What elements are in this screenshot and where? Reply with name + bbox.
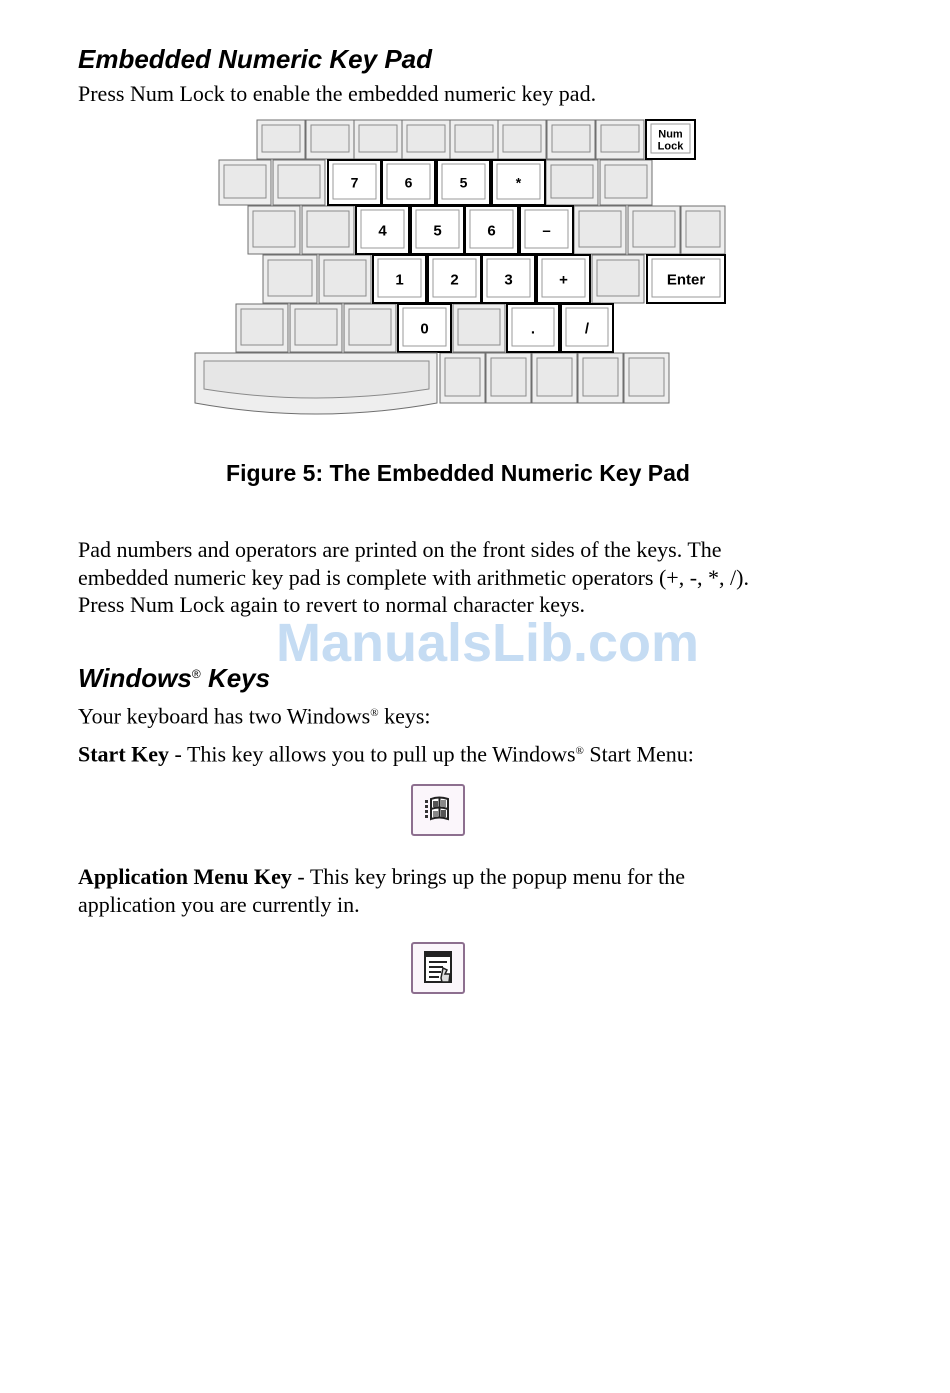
text: - This key brings up the popup menu for the: [291, 864, 685, 889]
key-label: 6: [487, 222, 496, 240]
keyboard-key: [236, 304, 288, 352]
keyboard-key: [498, 120, 546, 159]
registered-mark: ®: [191, 667, 201, 682]
key-label: Lock: [657, 140, 684, 153]
section-heading-windows-keys: [78, 663, 270, 694]
text: Start Menu:: [583, 741, 694, 767]
app-key-label: Application Menu Key: [78, 864, 292, 889]
keypad-key: [411, 206, 464, 254]
keyboard-key: [344, 304, 396, 352]
heading-text: Windows: [78, 663, 192, 693]
keypad-key: [437, 160, 490, 205]
text: - This key allows you to pull up the Windows: [169, 741, 576, 767]
keypad-key: [356, 206, 409, 254]
heading-text: Keys: [200, 663, 271, 693]
registered-mark: ®: [370, 707, 379, 719]
key-label: 5: [459, 174, 468, 191]
keyboard-key: [450, 120, 498, 159]
key-label: .: [530, 320, 536, 338]
keypad-key: [398, 304, 451, 352]
keyboard-key: [273, 160, 325, 205]
keypad-key: [465, 206, 518, 254]
keyboard-key: [546, 160, 598, 205]
paragraph-line: embedded numeric key pad is complete with arithmetic operators (+, -, *, /).: [78, 565, 749, 590]
keyboard-key: [592, 255, 644, 303]
keypad-key: [520, 206, 573, 254]
key-label: *: [515, 174, 522, 191]
keyboard-key: [624, 353, 669, 403]
key-label: Num: [658, 128, 683, 141]
key-label: –: [542, 222, 551, 240]
keyboard-key: [578, 353, 623, 403]
key-label: +: [559, 271, 568, 289]
keypad-key: [537, 255, 590, 303]
key-label: 3: [504, 271, 513, 289]
keyboard-key: [486, 353, 531, 403]
keyboard-key: [319, 255, 371, 303]
keyboard-key: [248, 206, 300, 254]
intro-windows-keys: [78, 698, 431, 730]
text: Your keyboard has two Windows: [78, 703, 371, 729]
app-key-description-line2: application you are currently in.: [78, 892, 360, 917]
section-heading-numeric-keypad: Embedded Numeric Key Pad: [78, 44, 432, 74]
keypad-key: [482, 255, 535, 303]
keypad-key: [382, 160, 435, 205]
keypad-key: [507, 304, 559, 352]
keyboard-key: [290, 304, 342, 352]
app-key-description: [78, 863, 685, 891]
intro-numeric-keypad: Press Num Lock to enable the embedded numeric key pad.: [78, 81, 597, 106]
keypad-key: [561, 304, 613, 352]
keypad-key: [492, 160, 545, 205]
keyboard-key: [440, 353, 485, 403]
keyboard-key: [402, 120, 450, 159]
paragraph-line: Pad numbers and operators are printed on the front sides of the keys. The: [78, 537, 722, 562]
keyboard-key: [219, 160, 271, 205]
keyboard-key: [354, 120, 402, 159]
key-label: 1: [395, 271, 404, 289]
keypad-key: [646, 120, 695, 159]
start-key-label: Start Key: [78, 741, 170, 767]
keyboard-key: [306, 120, 354, 159]
start-key-description: [78, 736, 694, 768]
keyboard-key: [453, 304, 505, 352]
keyboard-key: [596, 120, 644, 159]
keypad-key: [328, 160, 381, 205]
keyboard-key: [681, 206, 725, 254]
keyboard-key: [600, 160, 652, 205]
windows-logo-icon: [411, 784, 465, 836]
application-menu-icon: [411, 942, 465, 994]
keyboard-key: [547, 120, 595, 159]
text: keys:: [378, 703, 431, 729]
keyboard-key: [574, 206, 626, 254]
key-label: 6: [404, 174, 413, 191]
keyboard-key: [532, 353, 577, 403]
watermark: ManualsLib.com: [275, 613, 700, 673]
space-bar-key: [195, 353, 437, 414]
paragraph-line: Press Num Lock again to revert to normal character keys.: [78, 592, 586, 617]
key-label: 4: [378, 222, 387, 240]
key-label: 2: [450, 271, 459, 289]
key-label: 0: [420, 320, 429, 338]
key-label: /: [584, 320, 590, 338]
embedded-keypad-figure: [0, 0, 950, 430]
keypad-key: [647, 255, 725, 303]
key-label: 5: [433, 222, 442, 240]
registered-mark: ®: [575, 745, 584, 757]
keyboard-key: [302, 206, 354, 254]
keyboard-key: [628, 206, 680, 254]
key-label: 7: [350, 174, 359, 191]
keypad-key: [373, 255, 426, 303]
key-label: Enter: [666, 271, 706, 289]
keyboard-key: [257, 120, 305, 159]
keyboard-key: [263, 255, 317, 303]
figure-caption: Figure 5: The Embedded Numeric Key Pad: [226, 460, 690, 486]
keypad-key: [428, 255, 481, 303]
